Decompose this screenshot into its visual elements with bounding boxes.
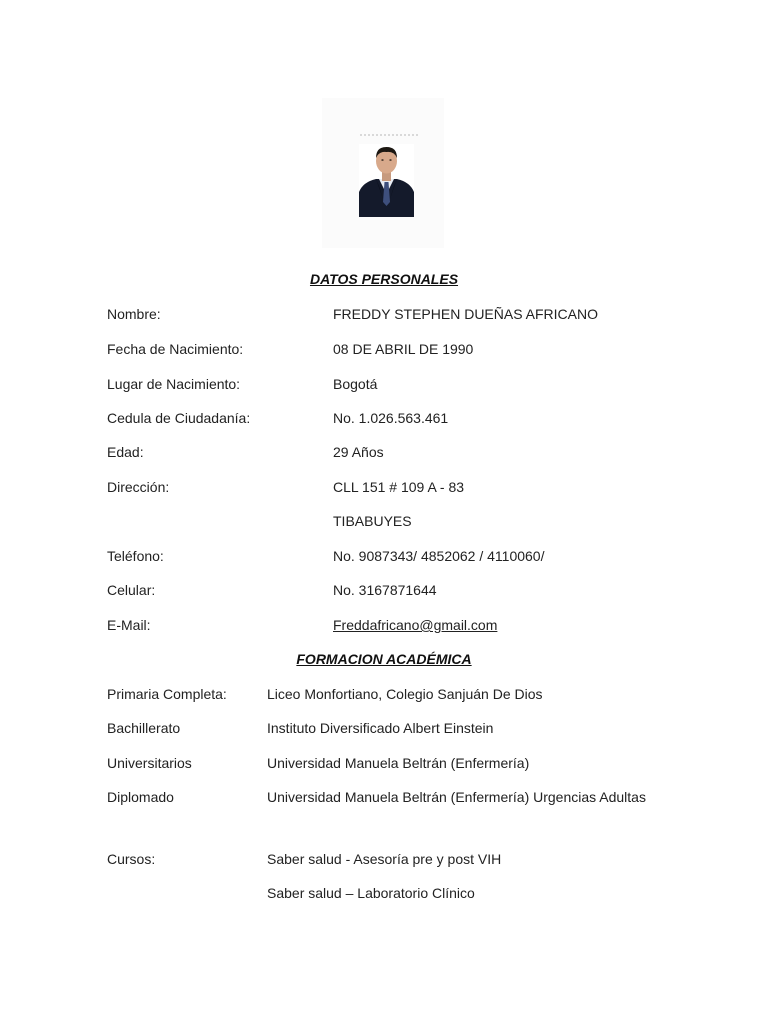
academic-value: Saber salud - Asesoría pre y post VIH (267, 851, 502, 867)
personal-label: Lugar de Nacimiento: (107, 376, 241, 392)
personal-label: Celular: (107, 582, 156, 598)
photo-dots (360, 134, 418, 138)
photo-frame (322, 98, 444, 248)
personal-label: Cedula de Ciudadanía: (107, 410, 251, 426)
academic-value: Universidad Manuela Beltrán (Enfermería) Urgencias Adultas (267, 789, 646, 805)
personal-value: No. 9087343/ 4852062 / 4110060/ (333, 548, 545, 564)
academic-label: Bachillerato (107, 720, 181, 736)
personal-value: 08 DE ABRIL DE 1990 (333, 341, 474, 357)
academic-label: Diplomado (107, 789, 174, 805)
personal-value: FREDDY STEPHEN DUEÑAS AFRICANO (333, 306, 599, 322)
academic-label: Cursos: (107, 851, 156, 867)
personal-value: No. 3167871644 (333, 582, 437, 598)
email-link[interactable]: Freddafricano@gmail.com (333, 617, 498, 633)
personal-label: E-Mail: (107, 617, 151, 633)
academic-value: Liceo Monfortiano, Colegio Sanjuán De Dios (267, 686, 543, 702)
section-title-academic: FORMACION ACADÉMICA (296, 651, 472, 667)
personal-value: CLL 151 # 109 A - 83 (333, 479, 465, 495)
academic-value: Universidad Manuela Beltrán (Enfermería) (267, 755, 530, 771)
personal-value: No. 1.026.563.461 (333, 410, 449, 426)
academic-label: Universitarios (107, 755, 192, 771)
personal-value: TIBABUYES (333, 513, 412, 529)
personal-label: Fecha de Nacimiento: (107, 341, 244, 357)
personal-label: Edad: (107, 444, 144, 460)
personal-label: Teléfono: (107, 548, 164, 564)
profile-photo (359, 144, 414, 217)
personal-value: Bogotá (333, 376, 378, 392)
academic-value: Saber salud – Laboratorio Clínico (267, 885, 475, 901)
academic-label: Primaria Completa: (107, 686, 227, 702)
personal-label: Dirección: (107, 479, 170, 495)
section-title-personal: DATOS PERSONALES (309, 271, 459, 287)
personal-label: Nombre: (107, 306, 161, 322)
academic-value: Instituto Diversificado Albert Einstein (267, 720, 494, 736)
personal-value: 29 Años (333, 444, 384, 460)
